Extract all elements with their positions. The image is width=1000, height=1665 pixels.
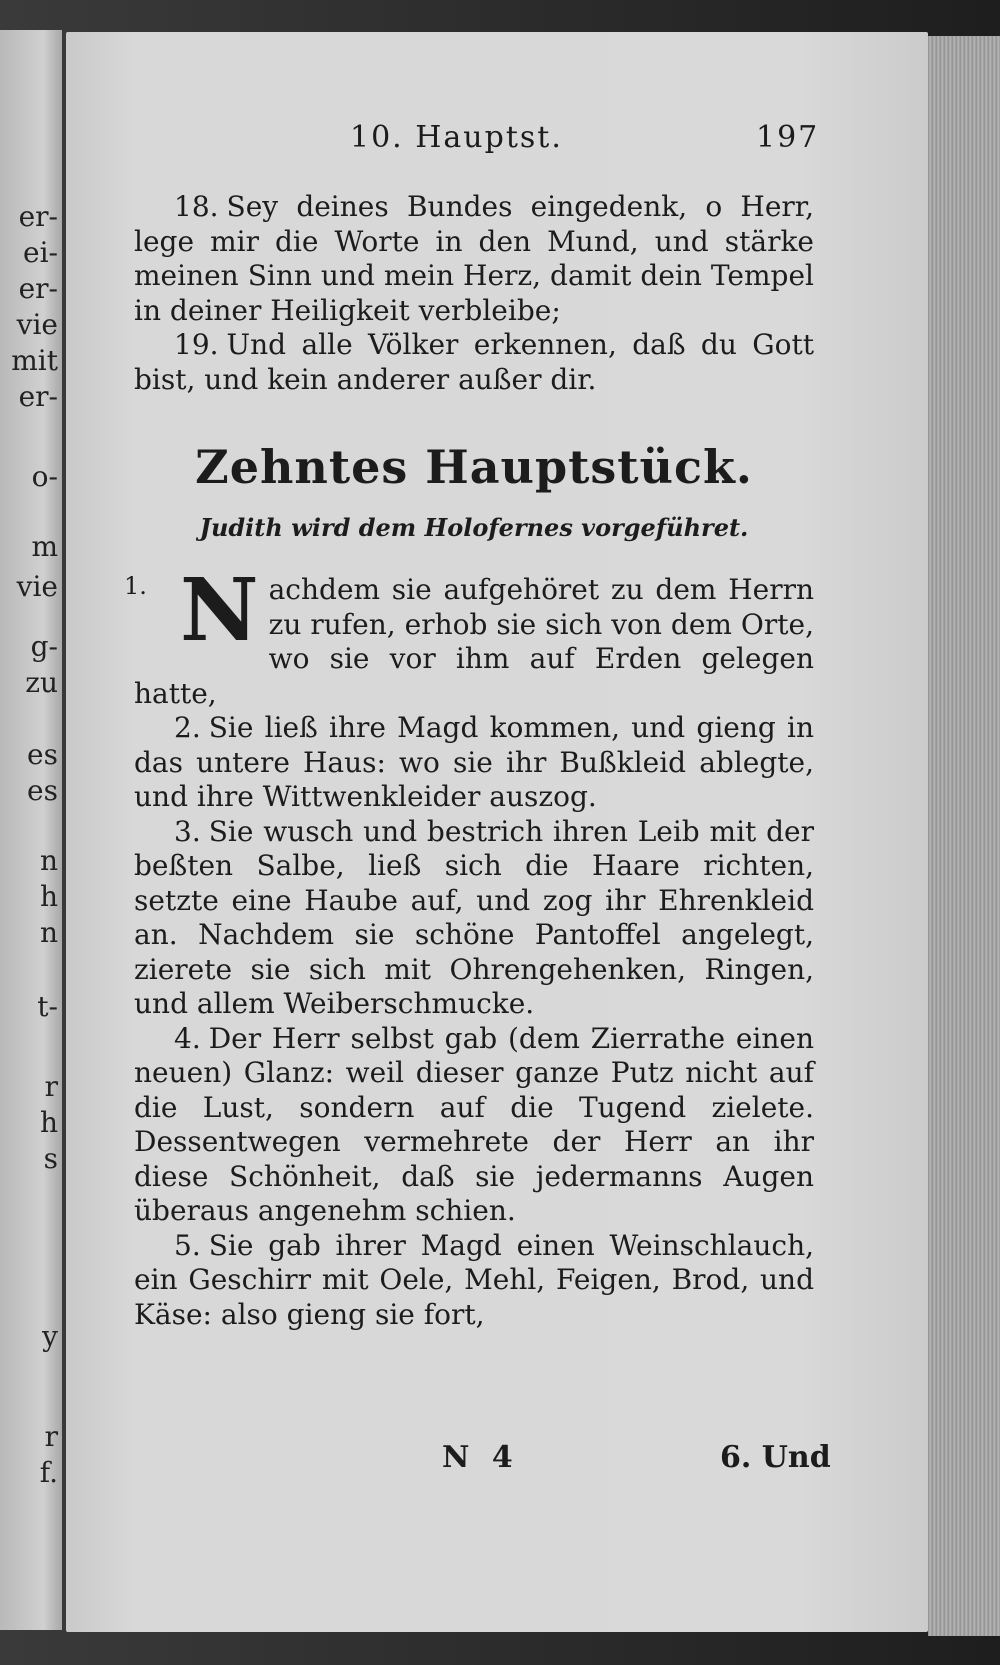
verse — [134, 1022, 814, 1229]
left-page-fragment: o- — [31, 460, 58, 493]
drop-cap: N — [180, 560, 259, 661]
signature-mark: N 4 — [442, 1440, 519, 1475]
chapter-title: Zehntes Hauptstück. — [195, 440, 753, 494]
left-page-fragment: t- — [37, 990, 58, 1023]
catchword: 6. Und — [720, 1440, 831, 1475]
left-page-fragment: zu — [25, 666, 58, 699]
left-page-fragment: f. — [39, 1456, 58, 1489]
page-number: 197 — [756, 120, 820, 155]
first-verse — [124, 560, 814, 711]
left-page-fragment: er- — [18, 380, 58, 413]
verse — [134, 711, 814, 815]
verse — [134, 328, 814, 397]
verse-number: 19. — [174, 328, 219, 361]
verse-text: Der Herr selbst gab (dem Zierrathe einen neuen) Glanz: weil dieser ganze Putz nicht auf die Lust, sondern auf die Tugend zielete. Dessentwegen vermehrete der Herr an ihr diese Schönheit, daß sie jedermanns Augen überaus angenehm schien. — [134, 1021, 814, 1227]
left-page-fragment: es — [27, 738, 58, 771]
left-page-fragment: er- — [18, 272, 58, 305]
page-block-edge — [928, 36, 1000, 1636]
verse-number: 2. — [174, 711, 201, 744]
verse-text: achdem sie aufgehöret zu dem Herrn zu rufen, erhob sie sich von dem Orte, wo sie vor ihm auf Erden gelegen hatte, — [134, 573, 814, 710]
left-page-fragment: es — [27, 774, 58, 807]
verse-text: Sey deines Bundes eingedenk, o Herr, lege mir die Worte in den Mund, und stärke meinen Sinn und mein Herz, damit dein Tempel in deiner Heiligkeit verbleibe; — [134, 190, 814, 327]
verse-text: Sie wusch und bestrich ihren Leib mit der beßten Salbe, ließ sich die Haare richten, setzte eine Haube auf, und zog ihr Ehrenkleid an. Nachdem sie schöne Pantoffel angelegt, zierete sie sich mit Ohrengehenken, Ringen, und allem Weiberschmucke. — [134, 814, 814, 1020]
running-head: 10. Hauptst. — [350, 120, 563, 155]
left-page-fragment: y — [42, 1320, 58, 1353]
left-page-fragment: s — [43, 1142, 58, 1175]
verse-number: 18. — [174, 190, 219, 223]
verse — [134, 815, 814, 1022]
left-page-fragment: mit — [11, 344, 58, 377]
verse-number: 4. — [174, 1021, 201, 1055]
verse-number: 5. — [174, 1228, 201, 1262]
left-page-fragment: vie — [16, 308, 58, 341]
verse-number: 1. — [124, 572, 147, 600]
left-page-fragment: ei- — [23, 236, 58, 269]
page-header — [66, 90, 928, 155]
left-page-fragment: r — [44, 1070, 58, 1103]
verse — [134, 1229, 814, 1333]
verse-number: 3. — [174, 814, 201, 848]
left-page-fragment: vie — [16, 570, 58, 603]
verse — [134, 190, 814, 328]
page-footer — [66, 1440, 928, 1480]
left-page-fragment: n — [39, 916, 58, 949]
verse-text: Sie gab ihrer Magd einen Weinschlauch, ein Geschirr mit Oele, Mehl, Feigen, Brod, und Käse: also gieng sie fort, — [134, 1228, 814, 1331]
left-page-fragment: g- — [30, 630, 58, 663]
left-page-edge — [0, 30, 62, 1630]
left-page-fragment: m — [31, 530, 58, 563]
verse-text: Und alle Völker erkennen, daß du Gott bist, und kein anderer außer dir. — [134, 328, 814, 396]
left-page-fragment: r — [44, 1420, 58, 1453]
left-page-fragment: er- — [18, 200, 58, 233]
body-text — [124, 190, 814, 1332]
left-page-fragment: h — [39, 880, 58, 913]
chapter-subtitle: Judith wird dem Holofernes vorgeführet. — [199, 513, 749, 542]
left-page-fragment: h — [39, 1106, 58, 1139]
left-page-fragment: n — [39, 844, 58, 877]
verse-text: Sie ließ ihre Magd kommen, und gieng in das untere Haus: wo sie ihr Bußkleid ablegte, und ihre Wittwenkleider auszog. — [134, 711, 814, 813]
